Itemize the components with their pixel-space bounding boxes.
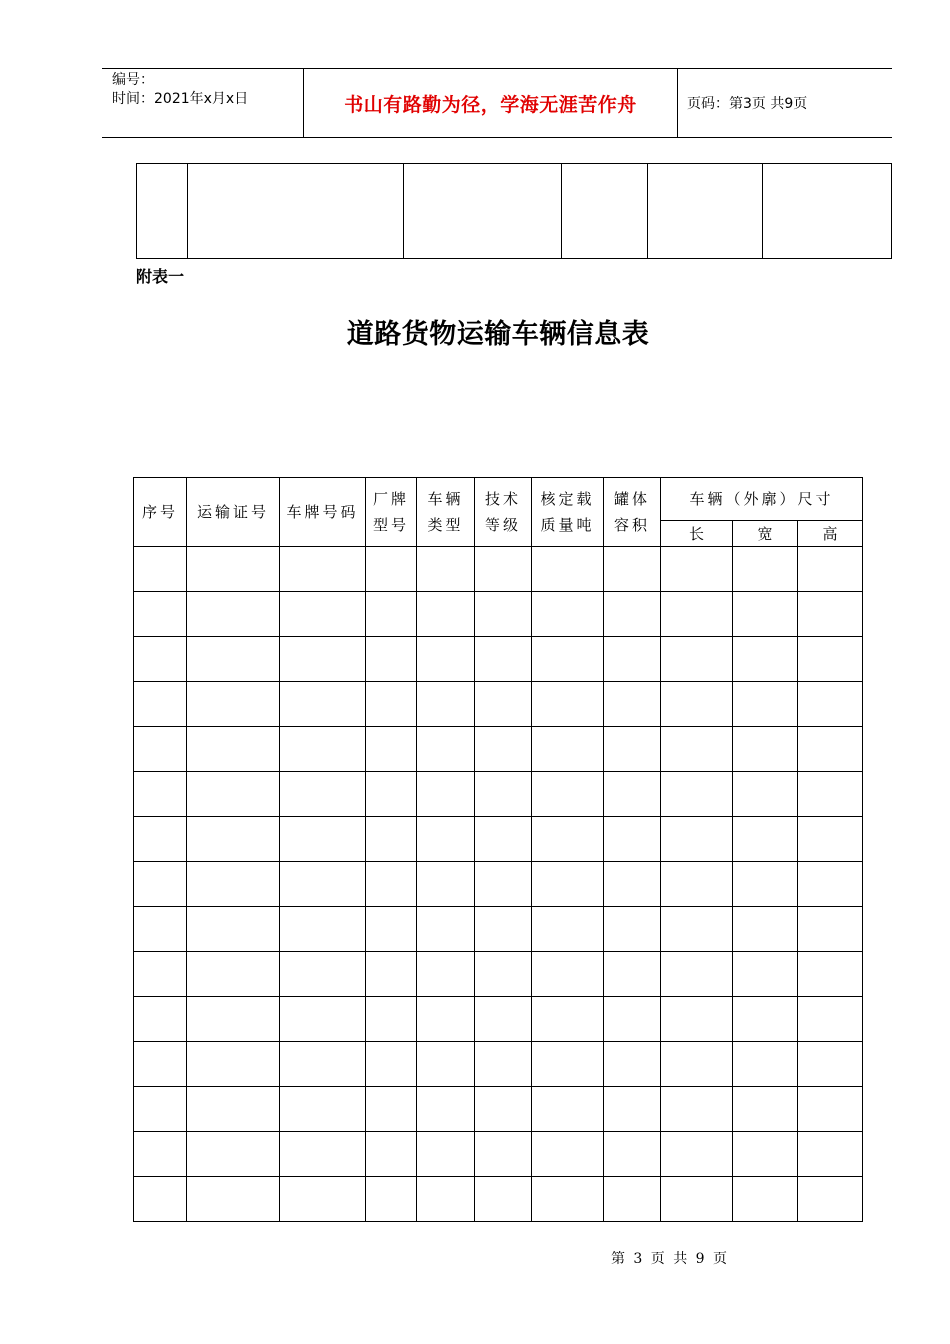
table-row (134, 1087, 863, 1132)
table-cell[interactable] (604, 952, 661, 997)
table-cell (763, 164, 892, 259)
table-cell[interactable] (661, 1132, 733, 1177)
table-cell[interactable] (134, 592, 187, 637)
table-cell[interactable] (280, 547, 366, 592)
table-cell[interactable] (475, 1132, 532, 1177)
table-cell[interactable] (280, 592, 366, 637)
table-cell[interactable] (532, 1042, 604, 1087)
column-header-serial: 序号 (134, 478, 187, 547)
header-page-label: 页码：第3页 共9页 (687, 96, 808, 112)
table-cell[interactable] (604, 997, 661, 1042)
table-cell[interactable] (733, 862, 798, 907)
column-header-tech-grade: 技术 等级 (475, 478, 532, 547)
table-cell[interactable] (798, 952, 863, 997)
table-cell[interactable] (417, 817, 475, 862)
table-cell[interactable] (475, 547, 532, 592)
time-label: 时间：2021年x月x日 (112, 91, 249, 107)
table-cell[interactable] (417, 862, 475, 907)
table-cell[interactable] (280, 817, 366, 862)
table-row (134, 997, 863, 1042)
table-cell[interactable] (366, 817, 417, 862)
table-cell[interactable] (733, 772, 798, 817)
table-cell[interactable] (134, 637, 187, 682)
table-cell[interactable] (417, 592, 475, 637)
table-cell[interactable] (798, 547, 863, 592)
table-cell[interactable] (366, 1042, 417, 1087)
table-cell[interactable] (661, 1042, 733, 1087)
table-cell[interactable] (604, 682, 661, 727)
table-cell[interactable] (532, 1132, 604, 1177)
table-row (134, 1042, 863, 1087)
table-row (134, 682, 863, 727)
table-cell[interactable] (417, 907, 475, 952)
table-cell[interactable] (280, 1177, 366, 1222)
table-cell[interactable] (532, 1177, 604, 1222)
table-cell[interactable] (475, 682, 532, 727)
table-cell[interactable] (661, 682, 733, 727)
table-cell[interactable] (366, 727, 417, 772)
table-row (134, 1177, 863, 1222)
table-cell[interactable] (733, 907, 798, 952)
table-cell[interactable] (366, 1177, 417, 1222)
table-row (134, 1132, 863, 1177)
table-cell[interactable] (366, 637, 417, 682)
table-cell[interactable] (604, 547, 661, 592)
table-cell[interactable] (134, 997, 187, 1042)
table-cell[interactable] (134, 1177, 187, 1222)
table-cell[interactable] (733, 592, 798, 637)
table-cell[interactable] (798, 1177, 863, 1222)
table-cell[interactable] (604, 727, 661, 772)
table-cell[interactable] (417, 727, 475, 772)
table-cell[interactable] (187, 817, 280, 862)
table-cell (188, 164, 404, 259)
table-cell[interactable] (604, 817, 661, 862)
table-cell[interactable] (798, 907, 863, 952)
table-cell[interactable] (280, 862, 366, 907)
table-cell[interactable] (798, 1132, 863, 1177)
column-header-width: 宽 (733, 521, 798, 547)
table-cell[interactable] (134, 1132, 187, 1177)
table-cell[interactable] (417, 952, 475, 997)
table-cell[interactable] (280, 952, 366, 997)
table-cell[interactable] (733, 952, 798, 997)
column-header-plate: 车牌号码 (280, 478, 366, 547)
table-cell[interactable] (475, 862, 532, 907)
table-cell[interactable] (366, 682, 417, 727)
table-cell[interactable] (475, 637, 532, 682)
table-cell[interactable] (532, 547, 604, 592)
table-cell[interactable] (661, 862, 733, 907)
table-cell[interactable] (532, 1087, 604, 1132)
table-cell[interactable] (532, 682, 604, 727)
table-cell[interactable] (604, 1087, 661, 1132)
table-cell[interactable] (798, 682, 863, 727)
column-header-vehicle-type: 车辆 类型 (417, 478, 475, 547)
table-cell[interactable] (733, 1132, 798, 1177)
table-cell[interactable] (798, 772, 863, 817)
table-cell[interactable] (366, 592, 417, 637)
table-cell[interactable] (798, 997, 863, 1042)
table-cell[interactable] (417, 1042, 475, 1087)
table-row (134, 772, 863, 817)
table-cell[interactable] (134, 772, 187, 817)
table-cell[interactable] (532, 637, 604, 682)
table-cell[interactable] (187, 682, 280, 727)
table-cell[interactable] (187, 727, 280, 772)
column-header-height: 高 (798, 521, 863, 547)
table-cell[interactable] (798, 727, 863, 772)
table-cell[interactable] (532, 727, 604, 772)
table-cell[interactable] (604, 592, 661, 637)
table-cell[interactable] (134, 1042, 187, 1087)
table-cell (404, 164, 562, 259)
table-row (134, 907, 863, 952)
table-cell[interactable] (475, 817, 532, 862)
table-cell[interactable] (134, 817, 187, 862)
table-cell[interactable] (532, 952, 604, 997)
table-cell[interactable] (532, 997, 604, 1042)
table-cell[interactable] (134, 1087, 187, 1132)
table-cell[interactable] (187, 862, 280, 907)
table-cell[interactable] (798, 817, 863, 862)
table-cell[interactable] (417, 997, 475, 1042)
table-cell[interactable] (417, 637, 475, 682)
table-cell[interactable] (475, 772, 532, 817)
table-cell[interactable] (475, 907, 532, 952)
column-header-rated-load: 核定载 质量吨 (532, 478, 604, 547)
table-cell (137, 164, 188, 259)
table-cell[interactable] (134, 682, 187, 727)
table-row (134, 817, 863, 862)
table-cell[interactable] (475, 592, 532, 637)
table-cell[interactable] (661, 592, 733, 637)
table-cell (562, 164, 648, 259)
table-cell[interactable] (134, 547, 187, 592)
table-cell[interactable] (733, 1042, 798, 1087)
table-cell[interactable] (366, 1132, 417, 1177)
document-title: 道路货物运输车辆信息表 (346, 319, 650, 350)
table-cell[interactable] (366, 1087, 417, 1132)
table-cell[interactable] (280, 997, 366, 1042)
table-cell[interactable] (532, 772, 604, 817)
table-cell[interactable] (604, 907, 661, 952)
table-cell[interactable] (134, 727, 187, 772)
table-cell[interactable] (733, 682, 798, 727)
table-cell[interactable] (366, 907, 417, 952)
table-row (134, 592, 863, 637)
table-row (134, 952, 863, 997)
table-cell[interactable] (417, 1132, 475, 1177)
table-cell[interactable] (134, 907, 187, 952)
table-cell[interactable] (417, 682, 475, 727)
table-cell[interactable] (187, 547, 280, 592)
table-cell[interactable] (604, 772, 661, 817)
table-cell[interactable] (532, 862, 604, 907)
table-row (134, 862, 863, 907)
table-cell[interactable] (134, 952, 187, 997)
column-header-tank-volume: 罐体 容积 (604, 478, 661, 547)
table-cell[interactable] (417, 1177, 475, 1222)
table-cell[interactable] (661, 997, 733, 1042)
table-cell[interactable] (187, 1042, 280, 1087)
table-cell[interactable] (475, 997, 532, 1042)
table-cell[interactable] (661, 952, 733, 997)
carryover-table (136, 163, 892, 259)
table-cell[interactable] (532, 592, 604, 637)
table-cell[interactable] (417, 1087, 475, 1132)
table-cell[interactable] (733, 1177, 798, 1222)
table-cell[interactable] (661, 727, 733, 772)
table-cell[interactable] (661, 1177, 733, 1222)
table-cell[interactable] (280, 1042, 366, 1087)
table-cell[interactable] (366, 772, 417, 817)
table-cell[interactable] (187, 1087, 280, 1132)
table-cell[interactable] (134, 862, 187, 907)
table-cell[interactable] (604, 862, 661, 907)
table-cell[interactable] (187, 907, 280, 952)
table-cell[interactable] (604, 1132, 661, 1177)
table-cell[interactable] (187, 592, 280, 637)
table-cell[interactable] (604, 637, 661, 682)
table-cell[interactable] (280, 682, 366, 727)
table-cell[interactable] (733, 1087, 798, 1132)
table-row (134, 547, 863, 592)
table-cell[interactable] (532, 907, 604, 952)
table-cell (648, 164, 763, 259)
table-cell[interactable] (475, 1087, 532, 1132)
table-cell[interactable] (475, 952, 532, 997)
table-cell[interactable] (280, 1087, 366, 1132)
table-cell[interactable] (661, 637, 733, 682)
table-cell[interactable] (733, 817, 798, 862)
table-cell[interactable] (604, 1177, 661, 1222)
table-cell[interactable] (187, 997, 280, 1042)
column-header-brand-model: 厂牌 型号 (366, 478, 417, 547)
table-cell[interactable] (661, 817, 733, 862)
vehicle-table-body (134, 547, 863, 1222)
table-cell[interactable] (366, 547, 417, 592)
table-cell[interactable] (366, 997, 417, 1042)
table-cell[interactable] (661, 772, 733, 817)
table-cell[interactable] (733, 547, 798, 592)
column-header-length: 长 (661, 521, 733, 547)
table-cell[interactable] (475, 1042, 532, 1087)
column-group-dimensions: 车辆（外廓）尺寸 (661, 478, 863, 521)
table-cell[interactable] (280, 1132, 366, 1177)
table-row (134, 637, 863, 682)
table-cell[interactable] (798, 1087, 863, 1132)
table-cell[interactable] (661, 547, 733, 592)
number-label: 编号： (112, 72, 154, 88)
table-cell[interactable] (661, 1087, 733, 1132)
table-cell[interactable] (366, 952, 417, 997)
header-motto: 书山有路勤为径，学海无涯苦作舟 (344, 93, 637, 116)
table-cell[interactable] (798, 592, 863, 637)
column-header-permit: 运输证号 (187, 478, 280, 547)
table-cell[interactable] (187, 637, 280, 682)
header-divider (677, 69, 678, 137)
table-cell[interactable] (366, 862, 417, 907)
table-cell[interactable] (733, 637, 798, 682)
vehicle-info-table (133, 477, 863, 1222)
table-cell[interactable] (733, 727, 798, 772)
table-cell[interactable] (532, 817, 604, 862)
table-cell[interactable] (475, 1177, 532, 1222)
table-cell[interactable] (187, 772, 280, 817)
page-footer: 第 3 页 共 9 页 (610, 1251, 730, 1267)
table-row (134, 727, 863, 772)
table-cell[interactable] (280, 637, 366, 682)
table-cell[interactable] (187, 1177, 280, 1222)
table-cell[interactable] (661, 907, 733, 952)
header-meta (112, 71, 302, 109)
table-cell[interactable] (798, 862, 863, 907)
document-header (102, 68, 892, 138)
table-cell[interactable] (417, 547, 475, 592)
table-cell[interactable] (280, 727, 366, 772)
table-cell[interactable] (187, 1132, 280, 1177)
table-cell[interactable] (417, 772, 475, 817)
table-cell[interactable] (187, 952, 280, 997)
table-cell[interactable] (798, 1042, 863, 1087)
table-cell[interactable] (280, 907, 366, 952)
table-cell[interactable] (280, 772, 366, 817)
table-cell[interactable] (733, 997, 798, 1042)
table-cell[interactable] (475, 727, 532, 772)
appendix-label: 附表一 (136, 267, 185, 286)
table-cell[interactable] (798, 637, 863, 682)
table-cell[interactable] (604, 1042, 661, 1087)
